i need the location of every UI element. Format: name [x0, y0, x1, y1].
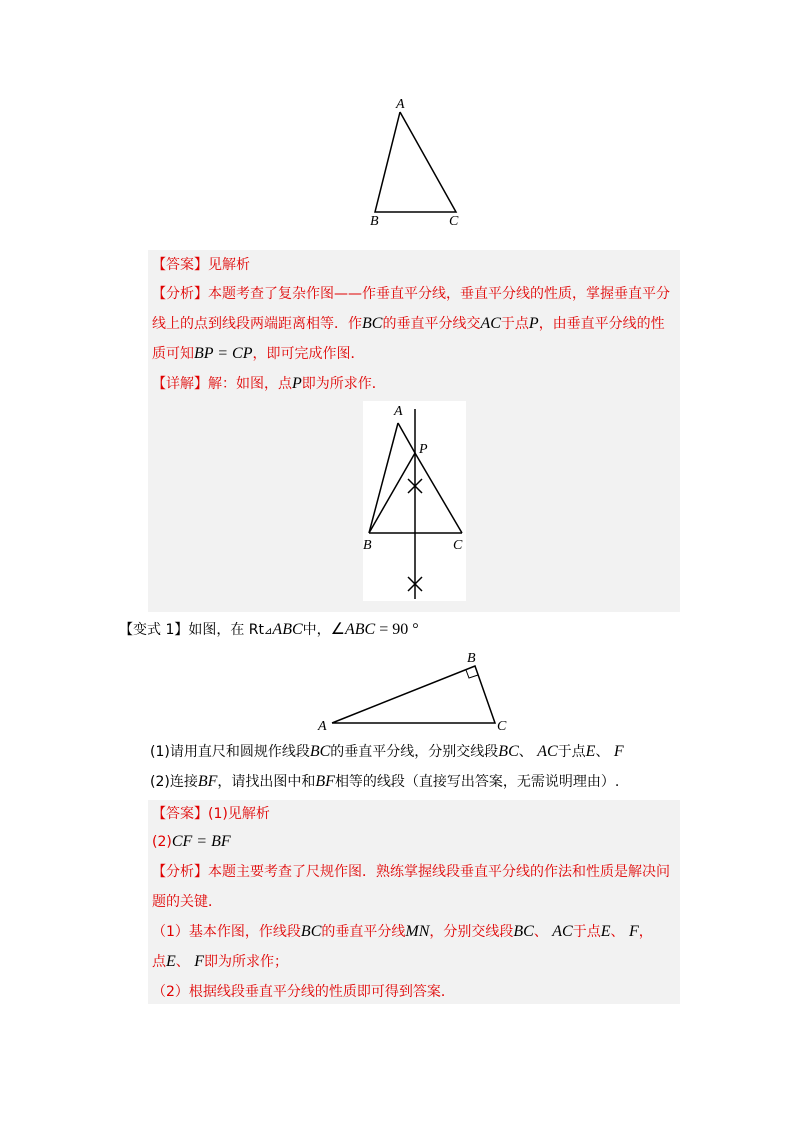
analysis2-text-3b: 的垂直平分线 — [321, 924, 406, 940]
vertex-label-b: B — [363, 538, 372, 553]
math-bf: BF — [197, 773, 218, 790]
q1-text-b: 的垂直平分线，分别交线段 — [330, 744, 499, 760]
math-f: F — [628, 923, 639, 940]
math-bc-2: BC — [513, 923, 534, 940]
analysis-tag: 【分析】 — [152, 864, 208, 880]
vertex-label-c: C — [449, 214, 459, 229]
answer-line-2 — [152, 804, 270, 824]
analysis2-sep-2: 、 — [610, 924, 629, 940]
analysis2-line-2 — [152, 892, 222, 912]
math-e: E — [600, 923, 611, 940]
segment-ap — [398, 423, 415, 453]
q2-text-c: 相等的线段（直接写出答案，无需说明理由）. — [334, 774, 620, 790]
analysis2-text-3a: （1）基本作图，作线段 — [152, 924, 301, 940]
analysis2-text-5: （2）根据线段垂直平分线的性质即可得到答案． — [152, 984, 455, 1000]
answer-part-1: (1)见解析 — [208, 806, 270, 822]
analysis-text-3b: ，即可完成作图． — [252, 346, 365, 362]
math-f: F — [194, 953, 205, 970]
answer-tag: 【答案】 — [152, 806, 208, 822]
variant-tag: 【变式 1】 — [119, 622, 189, 638]
analysis2-text-4a: 点 — [152, 954, 166, 970]
segment-cp — [415, 453, 462, 533]
figure-construction — [363, 401, 466, 601]
q1-text-a: (1)请用直尺和圆规作线段 — [150, 744, 310, 760]
analysis-text-2d: ，由垂直平分线的性 — [538, 316, 665, 332]
math-bc-2: BC — [498, 743, 519, 760]
math-e: E — [166, 953, 176, 970]
analysis2-line-4 — [152, 952, 288, 972]
analysis2-line-5 — [152, 982, 455, 1002]
detail-line — [152, 374, 386, 394]
math-bf-2: BF — [315, 773, 335, 790]
math-ac: AC — [480, 315, 501, 332]
analysis-line-3 — [152, 344, 365, 364]
q1-sep: 、 — [518, 744, 538, 760]
math-p: P — [292, 375, 302, 392]
triangle-abc — [375, 112, 456, 212]
math-p: P — [528, 315, 539, 332]
answer-line-1 — [152, 255, 250, 275]
q2-text-a: (2)连接 — [150, 774, 198, 790]
analysis2-text-4c: 即为所求作； — [204, 954, 289, 970]
vertex-label-a: A — [318, 719, 327, 733]
vertex-label-a: A — [394, 404, 403, 419]
segment-ab — [369, 423, 398, 533]
analysis-text-3a: 质可知 — [152, 346, 194, 362]
math-e: E — [585, 743, 596, 760]
analysis2-sep-3: 、 — [175, 954, 195, 970]
vertex-label-c: C — [453, 538, 463, 553]
answer-line-3 — [152, 832, 231, 852]
question-1 — [150, 742, 624, 762]
detail-tag: 【详解】 — [152, 376, 208, 392]
question-2 — [150, 772, 619, 792]
vertex-label-b: B — [467, 651, 476, 666]
vertex-label-b: B — [370, 214, 379, 229]
math-bc: BC — [309, 743, 331, 760]
math-ac: AC — [537, 743, 558, 760]
q1-sep-2: 、 — [595, 744, 614, 760]
vertex-label-p: P — [419, 442, 428, 457]
math-mn: MN — [405, 923, 430, 940]
analysis-text-2a: 线上的点到线段两端距离相等．作 — [152, 316, 362, 332]
math-abc: ABC — [272, 621, 303, 638]
analysis2-text-3c: ，分别交线段 — [429, 924, 514, 940]
analysis-text-2b: 的垂直平分线交 — [382, 316, 481, 332]
analysis2-text-1: 本题主要考查了尺规作图．熟练掌握线段垂直平分线的作法和性质是解决问 — [208, 864, 670, 880]
math-bc: BC — [362, 315, 383, 332]
math-abc-2: ABC — [344, 621, 376, 638]
math-eq-90: = 90 ° — [375, 621, 419, 638]
variant-text-a: 如图，在 Rt — [188, 622, 265, 638]
analysis2-line-3 — [152, 922, 653, 942]
vertex-label-c: C — [497, 719, 507, 733]
answer-block-2 — [148, 800, 680, 1004]
answer-tag: 【答案】 — [152, 257, 208, 273]
analysis2-line-1 — [152, 862, 670, 882]
answer-text: 见解析 — [208, 257, 250, 273]
analysis-tag: 【分析】 — [152, 286, 208, 302]
triangle-symbol: ⊿ — [264, 626, 273, 637]
analysis-text-1: 本题考查了复杂作图——作垂直平分线，垂直平分线的性质，掌握垂直平分 — [208, 286, 670, 302]
detail-text-b: 即为所求作． — [301, 376, 386, 392]
figure-right-triangle — [315, 648, 520, 733]
variant-heading — [119, 620, 419, 642]
math-f: F — [613, 743, 624, 760]
triangle-abc — [332, 666, 495, 723]
math-ac: AC — [552, 923, 573, 940]
math-bp-cp: BP = CP — [194, 345, 253, 362]
q2-text-b: ，请找出图中和 — [217, 774, 316, 790]
figure-triangle-abc — [360, 95, 470, 230]
vertex-label-a: A — [396, 97, 405, 112]
q1-text-d: 于点 — [557, 744, 586, 760]
analysis2-sep: 、 — [533, 924, 553, 940]
analysis-text-2c: 于点 — [500, 316, 529, 332]
detail-text-a: 解：如图，点 — [208, 376, 292, 392]
analysis-line-1 — [152, 284, 670, 304]
answer-part-2-num: (2) — [152, 834, 172, 850]
angle-symbol: ∠ — [330, 621, 345, 638]
analysis2-text-3e: 于点 — [572, 924, 601, 940]
analysis2-text-3g: ， — [638, 924, 653, 940]
math-bc: BC — [300, 923, 322, 940]
variant-text-b: 中， — [302, 622, 331, 638]
math-cf-bf: CF = BF — [171, 833, 231, 850]
analysis-line-2 — [152, 314, 665, 334]
analysis2-text-2: 题的关键． — [152, 894, 222, 910]
